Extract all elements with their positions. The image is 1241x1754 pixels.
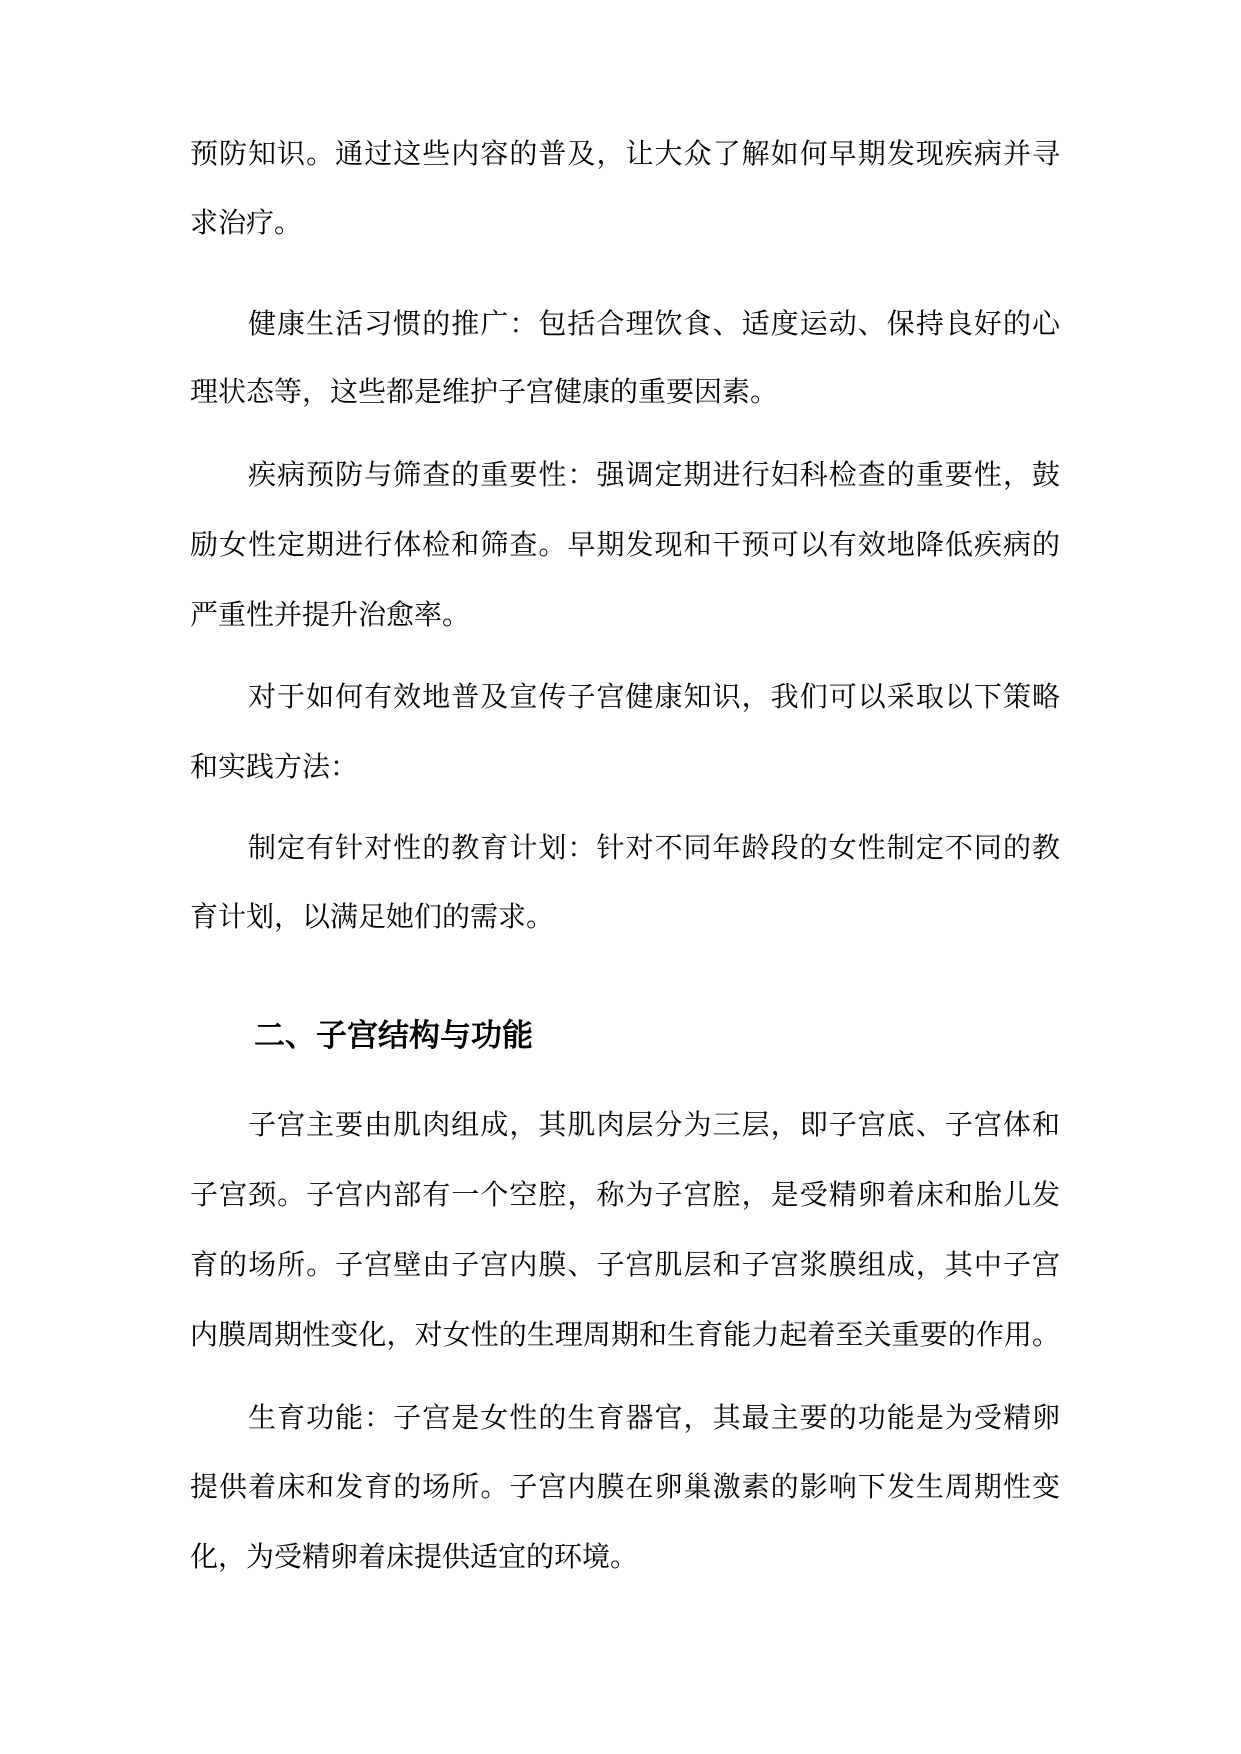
paragraph-line: 育计划，以满足她们的需求。 [190, 900, 555, 933]
paragraph-line: 励女性定期进行体检和筛查。早期发现和干预可以有效地降低疾病的 [190, 528, 1060, 561]
paragraph-line: 求治疗。 [190, 206, 303, 239]
paragraph-line: 健康生活习惯的推广：包括合理饮食、适度运动、保持良好的心 [248, 307, 1060, 340]
paragraph-line: 提供着床和发育的场所。子宫内膜在卵巢激素的影响下发生周期性变 [190, 1470, 1060, 1503]
paragraph-line: 子宫主要由肌肉组成，其肌肉层分为三层，即子宫底、子宫体和 [248, 1108, 1060, 1141]
section-heading: 二、子宫结构与功能 [254, 1018, 533, 1054]
paragraph-line: 预防知识。通过这些内容的普及，让大众了解如何早期发现疾病并寻 [190, 137, 1060, 170]
paragraph-line: 理状态等，这些都是维护子宫健康的重要因素。 [190, 375, 779, 408]
paragraph-line: 制定有针对性的教育计划：针对不同年龄段的女性制定不同的教 [248, 831, 1060, 864]
paragraph-line: 内膜周期性变化，对女性的生理周期和生育能力起着至关重要的作用。 [190, 1318, 1060, 1351]
paragraph-line: 育的场所。子宫壁由子宫内膜、子宫肌层和子宫浆膜组成，其中子宫 [190, 1248, 1060, 1281]
paragraph-line: 和实践方法： [190, 750, 359, 783]
paragraph-line: 对于如何有效地普及宣传子宫健康知识，我们可以采取以下策略 [248, 680, 1060, 713]
paragraph-line: 严重性并提升治愈率。 [190, 598, 471, 631]
paragraph-line: 子宫颈。子宫内部有一个空腔，称为子宫腔，是受精卵着床和胎儿发 [190, 1178, 1060, 1211]
paragraph-line: 化，为受精卵着床提供适宜的环境。 [190, 1540, 639, 1573]
paragraph-line: 生育功能：子宫是女性的生育器官，其最主要的功能是为受精卵 [248, 1401, 1060, 1434]
paragraph-line: 疾病预防与筛查的重要性：强调定期进行妇科检查的重要性，鼓 [248, 458, 1060, 491]
